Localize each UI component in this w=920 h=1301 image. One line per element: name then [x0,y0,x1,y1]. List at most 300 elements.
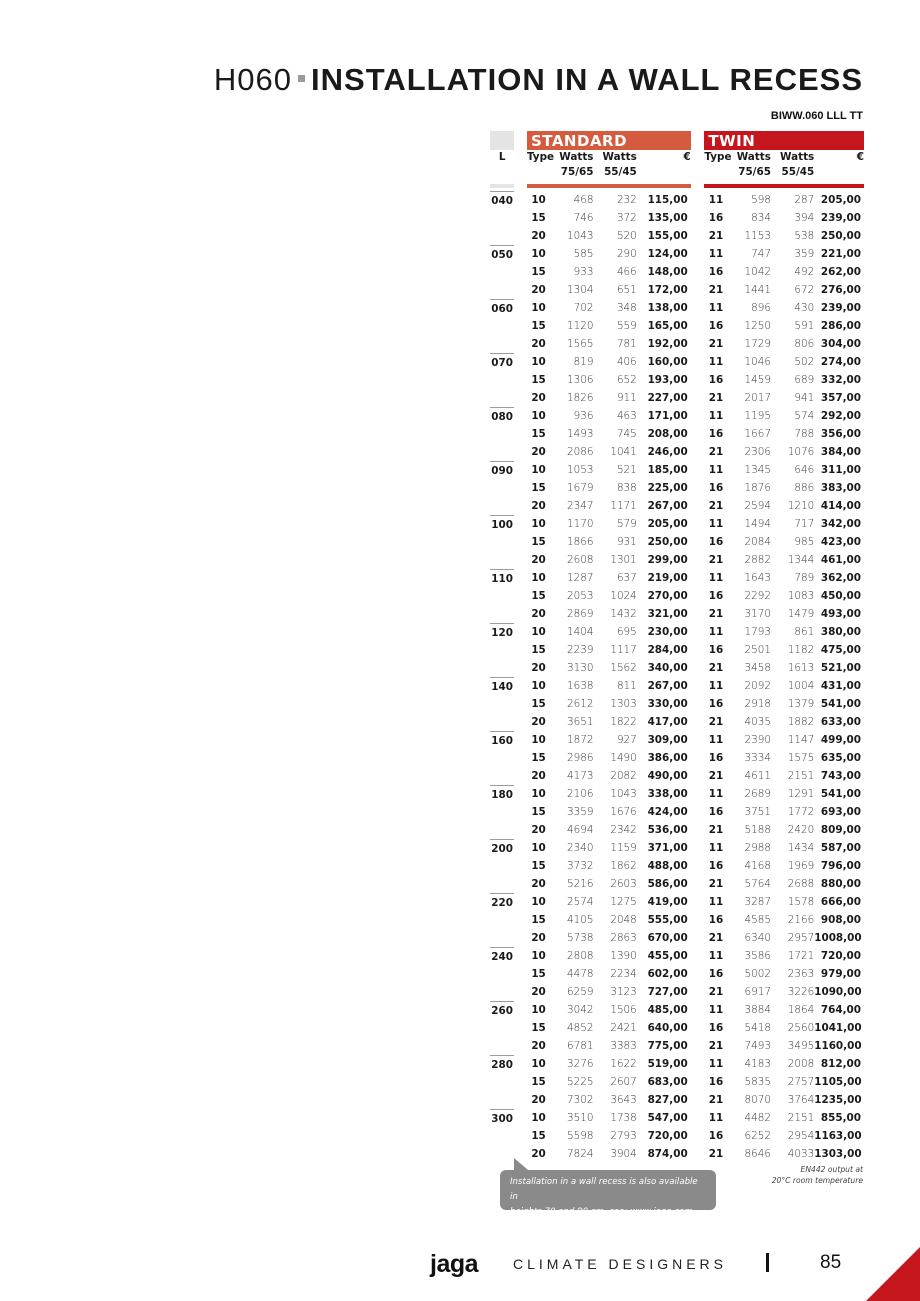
table-row [490,479,864,497]
watts-7565-cell: 5598 [567,1130,594,1142]
brand-tagline: CLIMATE DESIGNERS [513,1256,727,1272]
watts-7565-cell: 819 [573,356,594,368]
twin-price-cell: 332,00 [820,374,861,386]
length-cell: 050 [490,245,514,299]
col-type-twin-header: Type [704,151,732,163]
type-cell: 15 [531,860,546,872]
watts-5545-cell: 1432 [610,608,637,620]
twin-watts-5545-cell: 2688 [787,878,815,890]
price-cell: 192,00 [647,338,688,350]
twin-price-cell: 1235,00 [814,1094,862,1106]
price-cell: 371,00 [647,842,688,854]
twin-price-cell: 304,00 [820,338,861,350]
jaga-logo: jaga [430,1250,479,1278]
type-cell: 15 [531,482,546,494]
twin-watts-7565-cell: 1046 [744,356,771,368]
watts-5545-cell: 637 [616,572,637,584]
twin-type-cell: 21 [708,446,724,458]
twin-type-cell: 16 [708,860,724,872]
twin-watts-5545-cell: 789 [794,572,815,584]
price-cell: 827,00 [647,1094,688,1106]
twin-watts-5545-cell: 2166 [787,914,815,926]
twin-watts-7565-cell: 3334 [744,752,771,764]
price-cell: 148,00 [647,266,688,278]
col-watts-5545-header: Watts 55/45 [602,151,637,178]
twin-watts-5545-cell: 1004 [787,680,815,692]
table-row [490,965,864,983]
twin-watts-7565-cell: 2882 [744,554,771,566]
twin-watts-7565-cell: 3170 [744,608,771,620]
watts-5545-cell: 2793 [610,1130,637,1142]
type-cell: 15 [531,1130,546,1142]
price-cell: 284,00 [647,644,688,656]
watts-5545-cell: 2048 [610,914,637,926]
table-row [490,677,864,695]
watts-5545-cell: 521 [616,464,637,476]
table-row [490,623,864,641]
info-callout: Installation in a wall recess is also available in heights 70 and 90 cm, see: www.jaga.com [500,1170,716,1210]
price-cell: 205,00 [647,518,688,530]
twin-type-cell: 16 [708,590,724,602]
output-footnote: EN442 output at 20°C room temperature [771,1165,863,1185]
price-cell: 519,00 [647,1058,688,1070]
watts-7565-cell: 1565 [567,338,594,350]
watts-7565-cell: 4105 [567,914,594,926]
twin-type-cell: 16 [708,644,724,656]
twin-type-cell: 11 [708,734,724,746]
type-cell: 20 [531,608,546,620]
price-cell: 547,00 [647,1112,688,1124]
type-cell: 15 [531,968,546,980]
length-cell: 240 [490,947,514,1001]
twin-price-cell: 357,00 [820,392,861,404]
watts-5545-cell: 1303 [610,698,637,710]
twin-watts-5545-cell: 1434 [787,842,815,854]
watts-7565-cell: 2808 [567,950,594,962]
twin-type-cell: 16 [708,428,724,440]
watts-7565-cell: 5738 [567,932,594,944]
price-cell: 165,00 [647,320,688,332]
table-row [490,1127,864,1145]
twin-watts-5545-cell: 1578 [787,896,815,908]
price-cell: 124,00 [647,248,688,260]
watts-7565-cell: 4478 [567,968,594,980]
page-number: 85 [820,1252,842,1273]
watts-7565-cell: 2608 [567,554,594,566]
price-cell: 536,00 [647,824,688,836]
table-row [490,1019,864,1037]
length-cell: 080 [490,407,514,461]
twin-price-cell: 414,00 [820,500,861,512]
price-cell: 208,00 [647,428,688,440]
twin-type-cell: 11 [708,950,724,962]
col-watts-7565-twin-header: Watts 75/65 [736,151,771,178]
watts-5545-cell: 651 [616,284,637,296]
watts-7565-cell: 7824 [567,1148,594,1160]
watts-7565-cell: 746 [573,212,594,224]
footer-divider [766,1253,769,1272]
twin-watts-7565-cell: 1643 [744,572,771,584]
twin-price-cell: 450,00 [820,590,861,602]
twin-watts-5545-cell: 1076 [787,446,815,458]
twin-watts-7565-cell: 1729 [744,338,771,350]
twin-price-cell: 475,00 [820,644,861,656]
twin-type-cell: 16 [708,266,724,278]
type-cell: 15 [531,752,546,764]
twin-watts-5545-cell: 788 [794,428,815,440]
twin-watts-5545-cell: 1344 [787,554,815,566]
type-cell: 10 [531,1058,546,1070]
table-row [490,551,864,569]
table-row [490,749,864,767]
watts-7565-cell: 1043 [567,230,594,242]
price-cell: 309,00 [647,734,688,746]
twin-type-cell: 16 [708,212,724,224]
watts-5545-cell: 838 [616,482,637,494]
twin-type-cell: 21 [708,986,724,998]
twin-watts-5545-cell: 287 [794,194,815,206]
watts-7565-cell: 1638 [567,680,594,692]
twin-type-cell: 11 [708,410,724,422]
twin-price-cell: 908,00 [820,914,861,926]
watts-7565-cell: 933 [573,266,594,278]
watts-5545-cell: 652 [616,374,637,386]
price-cell: 488,00 [647,860,688,872]
type-cell: 10 [531,248,546,260]
twin-watts-5545-cell: 1479 [787,608,815,620]
type-cell: 20 [531,1148,546,1160]
watts-7565-cell: 1872 [567,734,594,746]
watts-5545-cell: 520 [616,230,637,242]
twin-watts-7565-cell: 4168 [744,860,771,872]
price-cell: 230,00 [647,626,688,638]
twin-price-cell: 587,00 [820,842,861,854]
table-row [490,263,864,281]
twin-type-cell: 16 [708,1076,724,1088]
watts-7565-cell: 1287 [567,572,594,584]
twin-watts-7565-cell: 5835 [744,1076,771,1088]
table-row [490,695,864,713]
watts-5545-cell: 1275 [610,896,637,908]
watts-5545-cell: 1738 [610,1112,637,1124]
twin-price-cell: 380,00 [820,626,861,638]
watts-7565-cell: 936 [573,410,594,422]
twin-type-cell: 21 [708,608,724,620]
twin-type-cell: 11 [708,356,724,368]
col-eur-header: € [683,151,691,163]
watts-5545-cell: 1676 [610,806,637,818]
type-cell: 20 [531,716,546,728]
twin-watts-7565-cell: 1441 [744,284,771,296]
price-cell: 227,00 [647,392,688,404]
twin-heading: TWIN [704,131,864,150]
type-cell: 20 [531,1094,546,1106]
price-cell: 299,00 [647,554,688,566]
twin-watts-5545-cell: 1969 [787,860,815,872]
type-cell: 20 [531,662,546,674]
watts-7565-cell: 7302 [567,1094,594,1106]
twin-watts-7565-cell: 3884 [744,1004,771,1016]
watts-5545-cell: 1562 [610,662,637,674]
twin-price-cell: 311,00 [820,464,861,476]
twin-type-cell: 21 [708,716,724,728]
price-cell: 172,00 [647,284,688,296]
col-type-header: Type [526,151,555,163]
twin-type-cell: 16 [708,374,724,386]
col-eur-twin-header: € [856,151,864,163]
twin-type-cell: 11 [708,842,724,854]
watts-7565-cell: 2347 [567,500,594,512]
table-row [490,605,864,623]
watts-5545-cell: 1171 [610,500,637,512]
price-cell: 490,00 [647,770,688,782]
price-cell: 246,00 [647,446,688,458]
twin-watts-7565-cell: 3287 [744,896,771,908]
table-row [490,533,864,551]
type-cell: 10 [531,518,546,530]
twin-watts-7565-cell: 598 [751,194,771,206]
twin-type-cell: 21 [708,824,724,836]
price-cell: 185,00 [647,464,688,476]
twin-watts-7565-cell: 896 [751,302,771,314]
twin-watts-7565-cell: 4482 [744,1112,771,1124]
table-row [490,857,864,875]
table-band-row [490,131,864,150]
twin-price-cell: 1163,00 [814,1130,862,1142]
watts-5545-cell: 781 [616,338,637,350]
twin-watts-5545-cell: 591 [794,320,815,332]
price-table-body [490,191,864,1163]
price-cell: 338,00 [647,788,688,800]
length-cell: 110 [490,569,514,623]
twin-price-cell: 743,00 [820,770,861,782]
twin-watts-5545-cell: 4033 [787,1148,815,1160]
table-row [490,821,864,839]
twin-price-cell: 499,00 [820,734,861,746]
twin-type-cell: 11 [708,1112,724,1124]
twin-watts-5545-cell: 1379 [787,698,815,710]
type-cell: 20 [531,500,546,512]
type-cell: 15 [531,536,546,548]
twin-watts-5545-cell: 359 [794,248,815,260]
type-cell: 15 [531,212,546,224]
table-row [490,461,864,479]
price-cell: 171,00 [647,410,688,422]
twin-watts-5545-cell: 806 [794,338,815,350]
twin-watts-7565-cell: 1667 [744,428,771,440]
price-cell: 267,00 [647,680,688,692]
twin-price-cell: 855,00 [820,1112,861,1124]
twin-watts-5545-cell: 2008 [787,1058,815,1070]
column-header-row [490,150,864,180]
table-row [490,659,864,677]
watts-7565-cell: 3130 [567,662,594,674]
title-separator [298,75,305,82]
table-row [490,227,864,245]
twin-watts-7565-cell: 1345 [744,464,771,476]
twin-type-cell: 21 [708,878,724,890]
watts-7565-cell: 3042 [567,1004,594,1016]
twin-watts-5545-cell: 2420 [787,824,815,836]
twin-price-cell: 221,00 [820,248,861,260]
watts-7565-cell: 1120 [567,320,594,332]
twin-price-cell: 541,00 [820,788,861,800]
twin-watts-5545-cell: 1864 [787,1004,815,1016]
watts-5545-cell: 1043 [610,788,637,800]
twin-price-cell: 362,00 [820,572,861,584]
price-cell: 455,00 [647,950,688,962]
twin-type-cell: 11 [708,572,724,584]
twin-type-cell: 16 [708,1022,724,1034]
twin-watts-5545-cell: 2151 [787,770,815,782]
watts-5545-cell: 1506 [610,1004,637,1016]
watts-7565-cell: 4694 [567,824,594,836]
price-cell: 417,00 [647,716,688,728]
watts-5545-cell: 3904 [610,1148,637,1160]
twin-price-cell: 1008,00 [814,932,862,944]
twin-type-cell: 11 [708,518,724,530]
twin-watts-7565-cell: 5418 [744,1022,771,1034]
twin-watts-5545-cell: 3764 [787,1094,815,1106]
watts-5545-cell: 1622 [610,1058,637,1070]
l-column-band [490,131,514,150]
product-reference: BIWW.060 LLL TT [770,110,863,122]
twin-price-cell: 292,00 [820,410,861,422]
twin-watts-5545-cell: 1772 [787,806,815,818]
table-row [490,1091,864,1109]
twin-price-cell: 1041,00 [814,1022,862,1034]
twin-watts-7565-cell: 4035 [744,716,771,728]
watts-7565-cell: 1053 [567,464,594,476]
type-cell: 10 [531,194,546,206]
watts-5545-cell: 2863 [610,932,637,944]
price-cell: 250,00 [647,536,688,548]
twin-watts-5545-cell: 1182 [787,644,815,656]
twin-watts-5545-cell: 985 [794,536,815,548]
twin-type-cell: 11 [708,680,724,692]
type-cell: 10 [531,680,546,692]
twin-watts-5545-cell: 941 [794,392,815,404]
watts-5545-cell: 1390 [610,950,637,962]
twin-type-cell: 16 [708,968,724,980]
table-row [490,911,864,929]
type-cell: 20 [531,392,546,404]
watts-5545-cell: 2607 [610,1076,637,1088]
twin-watts-5545-cell: 2151 [787,1112,815,1124]
twin-price-cell: 205,00 [820,194,861,206]
type-cell: 10 [531,1112,546,1124]
watts-5545-cell: 911 [616,392,637,404]
type-cell: 15 [531,428,546,440]
twin-watts-5545-cell: 717 [794,518,815,530]
twin-price-cell: 809,00 [820,824,861,836]
watts-5545-cell: 1041 [610,446,637,458]
twin-price-cell: 764,00 [820,1004,861,1016]
twin-type-cell: 11 [708,1004,724,1016]
twin-type-cell: 16 [708,482,724,494]
twin-watts-7565-cell: 2306 [744,446,771,458]
watts-7565-cell: 1306 [567,374,594,386]
length-cell: 060 [490,299,514,353]
twin-watts-5545-cell: 2957 [787,932,815,944]
table-row [490,983,864,1001]
twin-watts-5545-cell: 394 [794,212,815,224]
type-cell: 15 [531,806,546,818]
watts-7565-cell: 1304 [567,284,594,296]
twin-watts-5545-cell: 502 [794,356,815,368]
twin-watts-7565-cell: 2689 [744,788,771,800]
twin-watts-7565-cell: 1042 [744,266,771,278]
type-cell: 15 [531,374,546,386]
watts-7565-cell: 3359 [567,806,594,818]
price-cell: 115,00 [647,194,688,206]
twin-type-cell: 16 [708,752,724,764]
type-cell: 15 [531,1076,546,1088]
type-cell: 20 [531,770,546,782]
length-cell: 070 [490,353,514,407]
watts-7565-cell: 2574 [567,896,594,908]
twin-type-cell: 21 [708,932,724,944]
twin-price-cell: 342,00 [820,518,861,530]
price-cell: 720,00 [647,1130,688,1142]
price-cell: 670,00 [647,932,688,944]
twin-type-cell: 21 [708,392,724,404]
table-row [490,569,864,587]
table-row [490,875,864,893]
twin-price-cell: 1090,00 [814,986,862,998]
twin-price-cell: 356,00 [820,428,861,440]
price-cell: 340,00 [647,662,688,674]
type-cell: 10 [531,950,546,962]
table-row [490,1001,864,1019]
standard-underline [527,184,691,188]
twin-watts-7565-cell: 2084 [744,536,771,548]
twin-price-cell: 1105,00 [814,1076,862,1088]
price-cell: 419,00 [647,896,688,908]
watts-7565-cell: 1679 [567,482,594,494]
type-cell: 20 [531,932,546,944]
table-row [490,641,864,659]
twin-type-cell: 16 [708,806,724,818]
twin-watts-5545-cell: 861 [794,626,815,638]
twin-watts-7565-cell: 2918 [744,698,771,710]
twin-price-cell: 635,00 [820,752,861,764]
type-cell: 20 [531,446,546,458]
type-cell: 10 [531,896,546,908]
type-cell: 10 [531,410,546,422]
twin-type-cell: 21 [708,770,724,782]
table-row [490,497,864,515]
twin-type-cell: 11 [708,788,724,800]
type-cell: 15 [531,698,546,710]
price-cell: 138,00 [647,302,688,314]
twin-type-cell: 21 [708,1148,724,1160]
price-cell: 602,00 [647,968,688,980]
type-cell: 20 [531,230,546,242]
length-cell: 040 [490,191,514,245]
length-cell: 220 [490,893,514,947]
length-cell: 280 [490,1055,514,1109]
twin-watts-7565-cell: 3586 [744,950,771,962]
watts-5545-cell: 559 [616,320,637,332]
twin-watts-7565-cell: 6917 [744,986,771,998]
watts-7565-cell: 2239 [567,644,594,656]
price-cell: 219,00 [647,572,688,584]
twin-watts-7565-cell: 8070 [744,1094,771,1106]
price-cell: 727,00 [647,986,688,998]
table-row [490,767,864,785]
twin-watts-7565-cell: 2594 [744,500,771,512]
